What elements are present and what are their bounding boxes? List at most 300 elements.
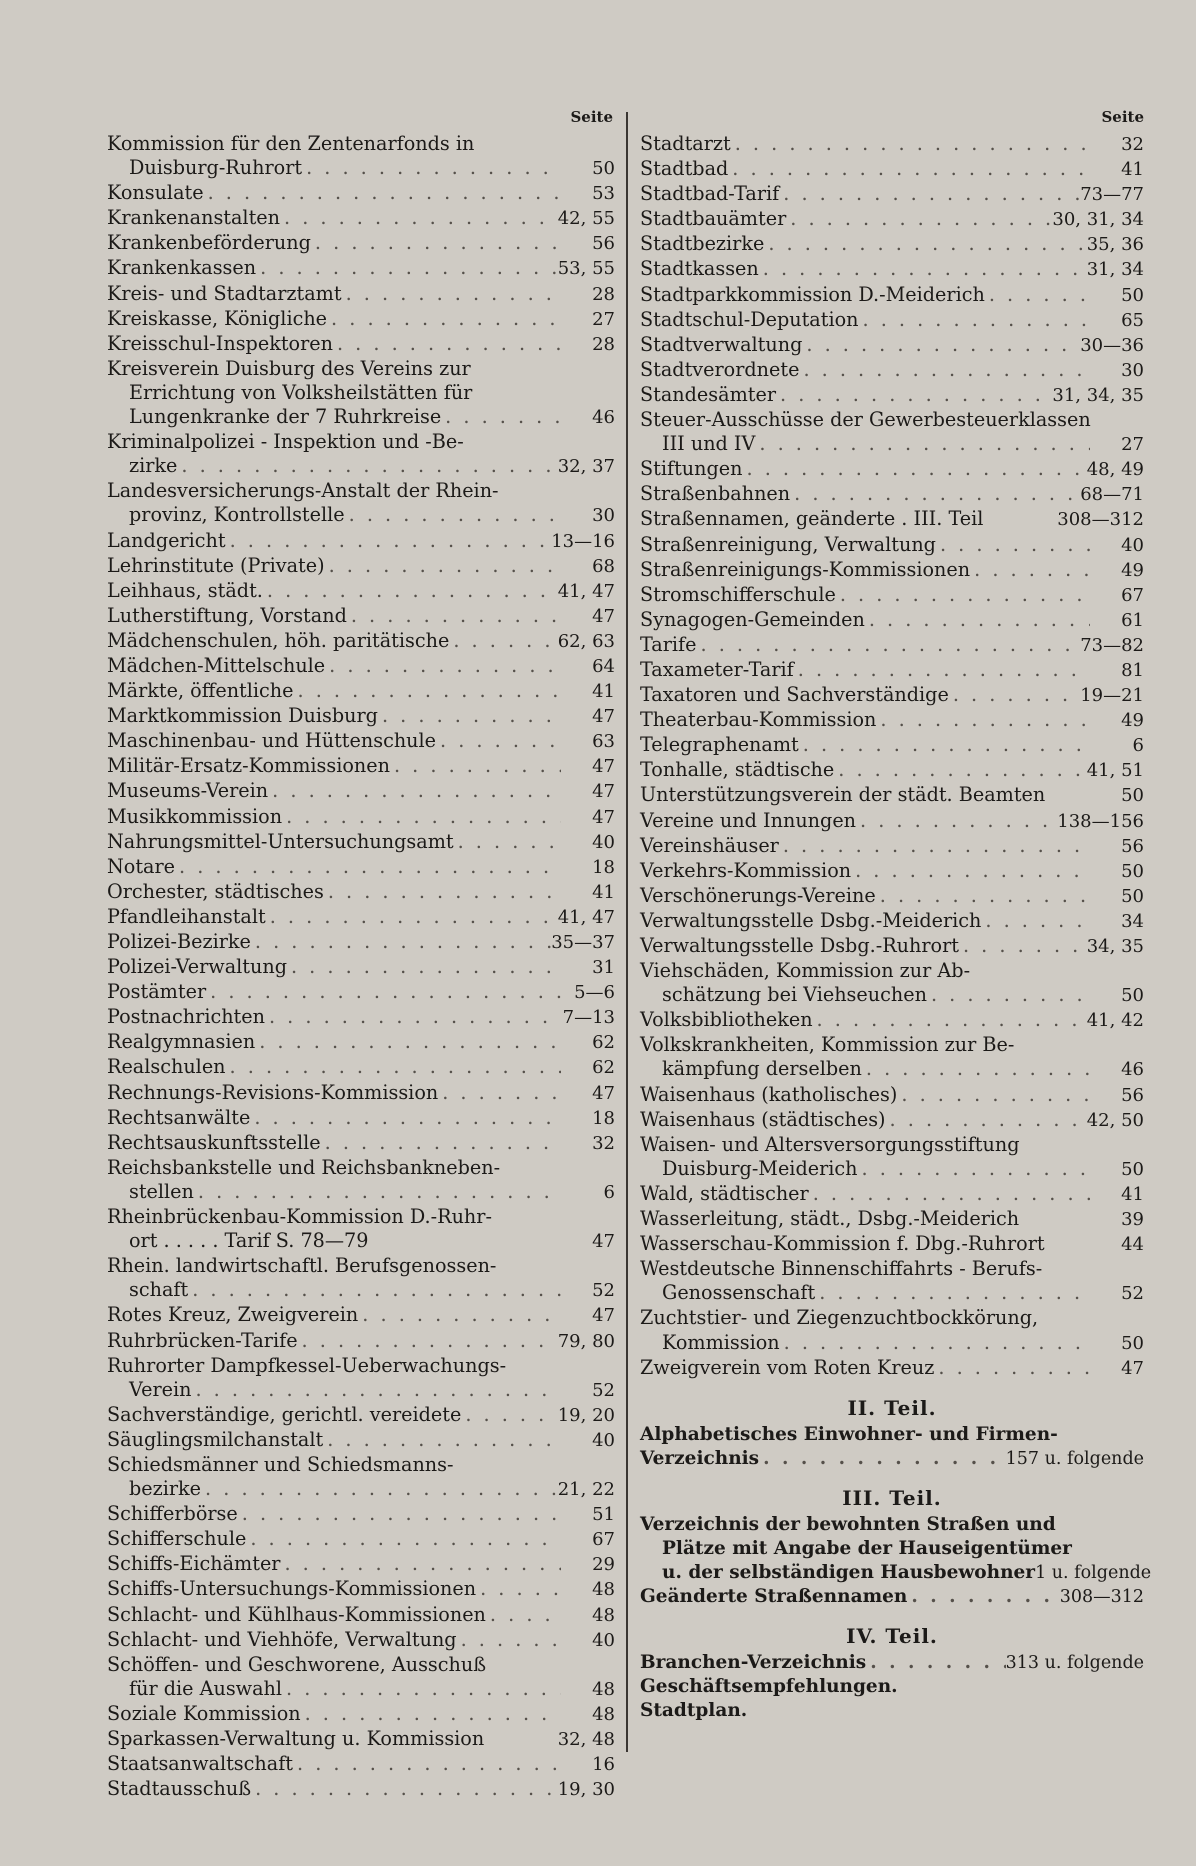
- dot-leader: [776, 383, 1052, 407]
- dot-leader: [301, 1702, 561, 1726]
- entry-text: Rechtsanwälte: [107, 1105, 251, 1129]
- entry-text: Kriminalpolizei - Inspektion und -Be-: [107, 430, 464, 454]
- dot-leader: [204, 181, 561, 205]
- page-reference: 27: [592, 308, 615, 330]
- index-entry: [107, 1278, 615, 1303]
- dot-leader: [866, 1651, 1005, 1675]
- entry-text: Alphabetisches Einwohner- und Firmen-: [640, 1423, 1058, 1445]
- index-entry: [107, 1552, 615, 1577]
- dot-leader: [897, 1083, 1090, 1107]
- entry-text: Schiedsmänner und Schiedsmanns-: [107, 1452, 454, 1476]
- entry-text: Stadtbad: [640, 157, 729, 181]
- index-entry: [107, 1055, 615, 1080]
- index-entry: [107, 1131, 615, 1156]
- dot-leader: [802, 333, 1080, 357]
- page-reference: 41, 47: [557, 580, 615, 602]
- index-entry: [107, 1727, 615, 1752]
- index-entry: [107, 880, 615, 905]
- page-reference: 41, 47: [557, 906, 615, 928]
- page-reference: 41: [1121, 159, 1144, 181]
- dot-leader: [858, 1157, 1091, 1181]
- page-reference: 41: [1121, 1183, 1144, 1205]
- index-entry: [107, 704, 615, 729]
- index-entry: [640, 257, 1144, 282]
- entry-text: Rhein. landwirtschaftl. Berufsgenossen-: [107, 1254, 497, 1278]
- dot-leader: [325, 654, 561, 678]
- dot-leader: [970, 558, 1090, 582]
- page-reference: 308—312: [1057, 509, 1144, 531]
- entry-text: Soziale Kommission: [107, 1701, 301, 1725]
- index-entry: [640, 207, 1144, 232]
- entry-text: Vereine und Innungen: [640, 808, 857, 832]
- entry-text: Verkehrs-Kommission: [640, 858, 852, 882]
- index-entry: [640, 758, 1144, 783]
- index-entry: [107, 231, 615, 256]
- entry-text: Lutherstiftung, Vorstand: [107, 603, 347, 627]
- entry-text: Säuglingsmilchanstalt: [107, 1427, 324, 1451]
- entry-text: ort . . . . . Tarif S. 78—79: [129, 1229, 369, 1253]
- entry-text: Verzeichnis der bewohnten Straßen und: [640, 1513, 1056, 1535]
- dot-leader: [311, 231, 561, 255]
- entry-text: Wald, städtischer: [640, 1181, 809, 1205]
- entry-text: Volksbibliotheken: [640, 1008, 813, 1032]
- dot-leader: [226, 1055, 561, 1079]
- index-entry: [107, 479, 615, 503]
- page-reference: 47: [592, 605, 615, 627]
- entry-text: Polizei-Bezirke: [107, 930, 251, 953]
- page-reference: 18: [592, 856, 615, 878]
- index-entry: [107, 1403, 615, 1428]
- dot-leader: [886, 1108, 1087, 1132]
- dot-leader: [280, 206, 558, 230]
- index-entry: [640, 383, 1144, 408]
- page-reference: 28: [592, 283, 615, 305]
- dot-leader: [865, 608, 1090, 632]
- entry-text: Theaterbau-Kommission: [640, 708, 877, 732]
- page-reference: 6: [603, 1181, 615, 1203]
- dot-leader: [759, 1447, 1006, 1471]
- dot-leader: [934, 1356, 1090, 1380]
- index-entry: [640, 1537, 1144, 1561]
- page-reference: 56: [1121, 1084, 1144, 1106]
- page-reference: 44: [1121, 1234, 1144, 1256]
- dot-leader: [794, 658, 1090, 682]
- dot-leader: [324, 880, 561, 904]
- entry-text: Waisenhaus (städtisches): [640, 1107, 886, 1131]
- dot-leader: [441, 405, 561, 429]
- page-reference: 47: [592, 806, 615, 828]
- page-reference: 1 u. folgende: [1035, 1562, 1152, 1583]
- page-reference: 68—71: [1080, 484, 1144, 506]
- index-entry: [640, 1257, 1144, 1281]
- index-entry: [107, 830, 615, 855]
- entry-text: Viehschäden, Kommission zur Ab-: [640, 959, 971, 983]
- page-reference: 31, 34, 35: [1052, 384, 1144, 406]
- page-reference: 48: [592, 1703, 615, 1725]
- entry-text: Verwaltungsstelle Dsbg.-Ruhrort: [640, 934, 959, 957]
- entry-text: Geschäftsempfehlungen.: [640, 1675, 898, 1697]
- dot-leader: [859, 308, 1090, 332]
- right-index-list: [640, 132, 1144, 1381]
- dot-leader: [282, 1677, 561, 1701]
- dot-leader: [731, 132, 1090, 156]
- page-reference: 27: [1121, 434, 1144, 456]
- page-reference: 5—6: [574, 982, 615, 1004]
- index-entry: [640, 1447, 1144, 1471]
- page-reference: 50: [1121, 985, 1144, 1007]
- index-entry: [107, 430, 615, 454]
- entry-text: Postämter: [107, 980, 207, 1004]
- dot-leader: [333, 332, 561, 356]
- teil-2-list: [640, 1423, 1144, 1471]
- dot-leader: [268, 779, 561, 803]
- index-entry: [640, 408, 1144, 432]
- page-reference: 63: [592, 731, 615, 753]
- teil-3-section: [640, 1483, 1152, 1609]
- index-entry: [107, 1603, 615, 1628]
- entry-text: Marktkommission Duisburg: [107, 704, 378, 728]
- index-entry: [107, 1081, 615, 1106]
- entry-text: Realschulen: [107, 1055, 226, 1079]
- dot-leader: [786, 207, 1052, 231]
- index-entry: [107, 1502, 615, 1527]
- index-entry: [640, 283, 1144, 308]
- entry-text: Waisenhaus (katholisches): [640, 1082, 898, 1106]
- entry-text: Verzeichnis: [640, 1447, 760, 1469]
- entry-text: Schifferschule: [107, 1527, 247, 1551]
- entry-text: Kreisverein Duisburg des Vereins zur: [107, 356, 471, 380]
- index-entry: [107, 156, 615, 181]
- dot-leader: [378, 704, 561, 728]
- page-reference: 73—82: [1080, 634, 1144, 656]
- index-entry: [640, 859, 1144, 884]
- index-entry: [107, 357, 615, 381]
- entry-text: Geänderte Straßennamen: [640, 1585, 908, 1607]
- page-reference: 313 u. folgende: [1005, 1652, 1144, 1673]
- dot-leader: [815, 1281, 1090, 1305]
- dot-leader: [321, 1131, 561, 1155]
- entry-text: Stadtkassen: [640, 257, 759, 281]
- page-reference: 79, 80: [557, 1330, 615, 1352]
- dot-leader: [764, 232, 1086, 256]
- page-reference: 35—37: [551, 932, 615, 953]
- index-entry: [640, 132, 1144, 157]
- index-entry: [107, 1628, 615, 1653]
- dot-leader: [238, 1502, 561, 1526]
- left-column: [107, 108, 615, 1802]
- page-reference: 41, 51: [1086, 760, 1144, 782]
- dot-leader: [347, 604, 561, 628]
- index-entry: [107, 1329, 615, 1354]
- index-entry: [107, 980, 615, 1005]
- index-entry: [640, 708, 1144, 733]
- index-entry: [640, 608, 1144, 633]
- index-entry: [640, 909, 1144, 934]
- index-entry: [107, 729, 615, 754]
- page-reference: 49: [1121, 710, 1144, 732]
- entry-text: Verwaltungsstelle Dsbg.-Meiderich: [640, 908, 982, 932]
- index-entry: [640, 1182, 1144, 1207]
- dot-leader: [755, 432, 1090, 456]
- page-reference: 138—156: [1057, 810, 1144, 832]
- page-reference: 32, 37: [557, 456, 615, 478]
- dot-leader: [876, 708, 1090, 732]
- entry-text: Maschinenbau- und Hüttenschule: [107, 729, 437, 753]
- dot-leader: [298, 1329, 558, 1353]
- dot-leader: [345, 503, 561, 527]
- index-entry: [640, 1281, 1144, 1306]
- page-reference: 34, 35: [1086, 936, 1144, 957]
- index-entry: [107, 381, 615, 405]
- page-reference: 50: [1121, 785, 1144, 807]
- index-entry: [640, 1651, 1144, 1675]
- dot-leader: [461, 1403, 557, 1427]
- entry-text: Taxatoren und Sachverständige: [640, 683, 949, 707]
- page-reference: 21, 22: [557, 1479, 615, 1501]
- page-reference: 47: [592, 1231, 615, 1253]
- index-entry: [107, 1180, 615, 1205]
- index-entry: [107, 1752, 615, 1777]
- index-entry: [107, 332, 615, 357]
- dot-leader: [287, 955, 561, 979]
- page-reference: 50: [1121, 1332, 1144, 1354]
- index-entry: [107, 1477, 615, 1502]
- dot-leader: [985, 283, 1090, 307]
- dot-leader: [436, 729, 561, 753]
- dot-leader: [813, 1008, 1087, 1032]
- index-entry: [107, 955, 615, 980]
- page-reference: 16: [592, 1754, 615, 1776]
- entry-text: Kommission für den Zentenarfonds in: [107, 132, 475, 155]
- dot-leader: [851, 859, 1090, 883]
- page-reference: 35, 36: [1086, 234, 1144, 256]
- index-entry: [640, 1356, 1144, 1381]
- index-entry: [640, 507, 1144, 532]
- dot-leader: [799, 733, 1090, 757]
- dot-leader: [457, 1628, 561, 1652]
- dot-leader: [191, 1378, 561, 1402]
- left-seite-header: Seite: [570, 108, 613, 126]
- dot-leader: [226, 529, 552, 553]
- index-entry: [640, 959, 1144, 983]
- entry-text: Stadtparkkommission D.-Meiderich: [640, 282, 985, 306]
- entry-text: Westdeutsche Binnenschiffahrts - Berufs-: [640, 1257, 1043, 1281]
- dot-leader: [293, 1752, 561, 1776]
- index-entry: [107, 1378, 615, 1403]
- entry-text: Ruhrorter Dampfkessel-Ueberwachungs-: [107, 1353, 507, 1377]
- index-entry: [107, 779, 615, 804]
- page-reference: 51: [592, 1504, 615, 1526]
- entry-text: Rechtsauskunftsstelle: [107, 1130, 321, 1154]
- page-reference: 48: [592, 1604, 615, 1626]
- page-reference: 7—13: [562, 1007, 615, 1029]
- page-reference: 47: [592, 781, 615, 803]
- index-entry: [107, 1527, 615, 1552]
- index-entry: [640, 1157, 1144, 1182]
- entry-text: Leihhaus, städt.: [107, 578, 263, 602]
- index-entry: [640, 983, 1144, 1008]
- page-reference: 62: [592, 1057, 615, 1079]
- entry-text: Krankenanstalten: [107, 206, 280, 230]
- entry-text: Orchester, städtisches: [107, 879, 324, 903]
- page-reference: 81: [1121, 659, 1144, 681]
- page-reference: 32, 48: [557, 1729, 615, 1750]
- entry-text: Mädchen-Mittelschule: [107, 653, 326, 677]
- entry-text: Schöffen- und Geschworene, Ausschuß: [107, 1652, 487, 1676]
- entry-text: Kreisschul-Inspektoren: [107, 331, 333, 355]
- index-entry: [640, 583, 1144, 608]
- index-entry: [640, 683, 1144, 708]
- entry-text: Nahrungsmittel-Untersuchungsamt: [107, 829, 454, 853]
- index-entry: [640, 1083, 1144, 1108]
- entry-text: Stadtverwaltung: [640, 332, 803, 356]
- index-entry: [107, 256, 615, 281]
- left-index-list: [107, 132, 615, 1802]
- index-entry: [107, 1428, 615, 1453]
- page-reference: 40: [592, 831, 615, 853]
- index-entry: [640, 1513, 1144, 1537]
- index-entry: [107, 805, 615, 830]
- entry-text: Synagogen-Gemeinden: [640, 607, 865, 631]
- page-reference: 40: [1121, 534, 1144, 556]
- entry-text: Notare: [107, 854, 176, 878]
- page-reference: 53, 55: [557, 258, 615, 280]
- index-entry: [107, 1030, 615, 1055]
- page-reference: 308—312: [1059, 1586, 1144, 1607]
- entry-text: Telegraphenamt: [640, 733, 799, 757]
- page-reference: 30: [1121, 359, 1144, 381]
- entry-text: Ruhrbrücken-Tarife: [107, 1328, 298, 1352]
- index-entry: [640, 1108, 1144, 1133]
- dot-leader: [250, 1106, 561, 1130]
- index-entry: [107, 579, 615, 604]
- page-reference: 61: [1121, 609, 1144, 631]
- dot-leader: [280, 1552, 561, 1576]
- dot-leader: [743, 457, 1087, 481]
- index-entry: [107, 282, 615, 307]
- entry-text: Duisburg-Meiderich: [662, 1156, 858, 1180]
- page-reference: 19—21: [1080, 685, 1144, 707]
- index-entry: [640, 358, 1144, 383]
- page-reference: 42, 55: [557, 208, 615, 230]
- dot-leader: [251, 1777, 558, 1801]
- index-entry: [640, 1057, 1144, 1082]
- index-entry: [640, 308, 1144, 333]
- entry-text: Schiffs-Untersuchungs-Kommissionen: [107, 1577, 477, 1601]
- page-reference: 47: [592, 1082, 615, 1104]
- dot-leader: [486, 1603, 561, 1627]
- page-reference: 50: [1121, 885, 1144, 907]
- dot-leader: [265, 1005, 561, 1029]
- page-reference: 67: [1121, 584, 1144, 606]
- dot-leader: [856, 809, 1057, 833]
- entry-text: schaft: [129, 1278, 189, 1302]
- page-reference: 56: [592, 233, 615, 255]
- entry-text: Stadtverordnete: [640, 357, 800, 381]
- index-entry: [640, 457, 1144, 482]
- teil-3-list: [640, 1513, 1152, 1609]
- dot-leader: [876, 884, 1090, 908]
- dot-leader: [175, 855, 561, 879]
- dot-leader: [697, 633, 1081, 657]
- entry-text: Pfandleihanstalt: [107, 904, 266, 928]
- index-entry: [640, 1306, 1144, 1330]
- entry-text: Landgericht: [107, 528, 226, 552]
- index-entry: [107, 1777, 615, 1802]
- page-reference: 53: [592, 183, 615, 205]
- entry-text: kämpfung derselben: [662, 1057, 862, 1081]
- page-reference: 47: [592, 756, 615, 778]
- page-reference: 50: [1121, 860, 1144, 882]
- index-entry: [640, 1232, 1144, 1257]
- index-entry: [640, 658, 1144, 683]
- page-reference: 65: [1121, 309, 1144, 331]
- index-entry: [640, 333, 1144, 358]
- entry-text: Stiftungen: [640, 457, 743, 481]
- page-reference: 47: [1121, 1357, 1144, 1379]
- page-reference: 18: [592, 1107, 615, 1129]
- index-entry: [107, 1303, 615, 1328]
- index-entry: [107, 1453, 615, 1477]
- dot-leader: [981, 909, 1090, 933]
- entry-text: Stadtschul-Deputation: [640, 307, 859, 331]
- entry-text: Straßenreinigungs-Kommissionen: [640, 557, 971, 581]
- index-entry: [107, 1156, 615, 1180]
- dot-leader: [194, 1180, 561, 1204]
- entry-text: Volkskrankheiten, Kommission zur Be-: [640, 1033, 1015, 1057]
- teil-3-title: III. Teil.: [842, 1485, 942, 1510]
- page-reference: 64: [592, 655, 615, 677]
- teil-4-section: [640, 1621, 1144, 1723]
- entry-text: Stromschifferschule: [640, 582, 836, 606]
- entry-text: Staatsanwaltschaft: [107, 1752, 294, 1776]
- entry-text: Unterstützungsverein der städt. Beamten: [640, 783, 1046, 807]
- dot-leader: [779, 834, 1090, 858]
- dot-leader: [780, 1331, 1090, 1355]
- index-entry: [107, 181, 615, 206]
- dot-leader: [959, 934, 1087, 958]
- page-reference: 28: [592, 333, 615, 355]
- page-reference: 42, 50: [1086, 1109, 1144, 1131]
- page-reference: 48: [592, 1678, 615, 1700]
- entry-text: Schlacht- und Kühlhaus-Kommissionen: [107, 1602, 486, 1626]
- dot-leader: [390, 754, 561, 778]
- index-entry: [107, 405, 615, 430]
- index-entry: [107, 1005, 615, 1030]
- entry-text: Schlacht- und Viehhöfe, Verwaltung: [107, 1627, 457, 1651]
- page-reference: 62, 63: [557, 630, 615, 652]
- index-entry: [107, 529, 615, 554]
- index-entry: [107, 1106, 615, 1131]
- page-reference: 46: [592, 407, 615, 429]
- index-entry: [107, 1229, 615, 1254]
- entry-text: Mädchenschulen, höh. paritätische: [107, 628, 450, 652]
- dot-leader: [862, 1057, 1090, 1081]
- entry-text: III und IV: [662, 432, 756, 456]
- entry-text: Wasserleitung, städt., Dsbg.-Meiderich: [640, 1207, 1020, 1231]
- entry-text: schätzung bei Viehseuchen: [662, 983, 927, 1007]
- entry-text: Duisburg-Ruhrort: [129, 156, 303, 180]
- entry-text: Verein: [129, 1377, 192, 1401]
- entry-text: Waisen- und Altersversorgungsstiftung: [640, 1132, 1020, 1156]
- dot-leader: [728, 157, 1090, 181]
- entry-text: Steuer-Ausschüsse der Gewerbesteuerklassen: [640, 408, 1091, 432]
- index-entry: [640, 1585, 1144, 1609]
- index-entry: [107, 1702, 615, 1727]
- index-entry: [640, 884, 1144, 909]
- index-entry: [640, 1033, 1144, 1057]
- index-entry: [107, 1577, 615, 1602]
